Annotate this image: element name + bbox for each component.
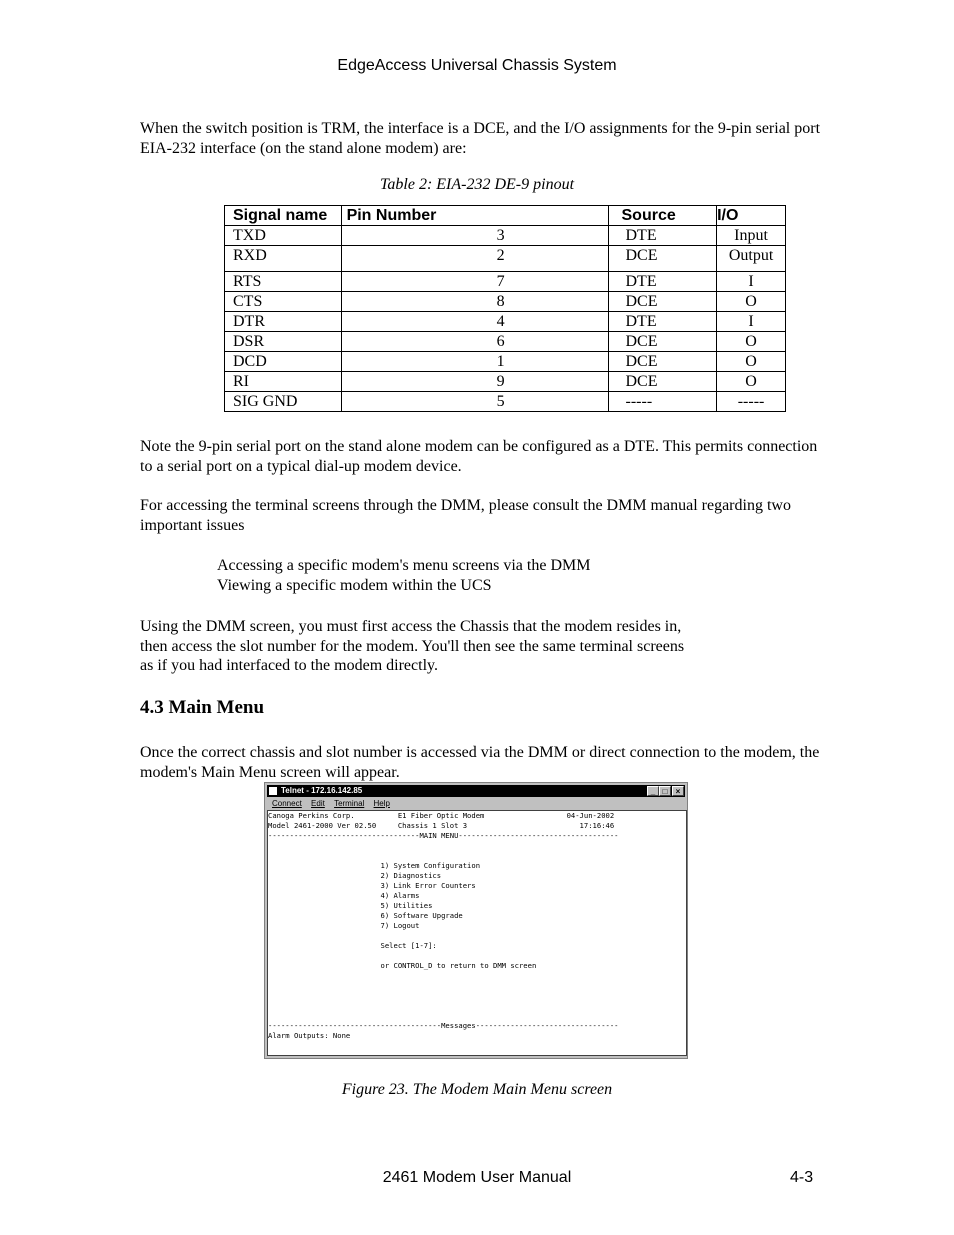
paragraph-line: as if you had interfaced to the modem directly. [140, 657, 438, 674]
table-row [225, 226, 786, 246]
cell-signal: DCD [225, 352, 342, 372]
terminal-line: Alarm Outputs: None [268, 1031, 351, 1040]
terminal-line: 4) Alarms [268, 891, 420, 900]
figure-caption: Figure 23. The Modem Main Menu screen [341, 1081, 613, 1098]
header-source: Source [608, 206, 717, 226]
terminal-line [268, 981, 686, 991]
terminal-line: ----------------------------------------Messages--------------------------------- [268, 1021, 619, 1030]
terminal-line: Select [1-7]: [268, 941, 437, 950]
terminal-line [268, 1001, 686, 1011]
menu-edit: Edit [311, 799, 325, 808]
terminal-line: -----------------------------------MAIN MENU------------------------------------- [268, 831, 619, 840]
terminal-line: 2) Diagnostics [268, 871, 442, 880]
main-menu-intro-paragraph: Once the correct chassis and slot number is accessed via the DMM or direct connection to the modem, the modem's Main Menu screen will appear. [140, 744, 820, 781]
list-item: Viewing a specific modem within the UCS [217, 576, 492, 594]
intro-paragraph: When the switch position is TRM, the interface is a DCE, and the I/O assignments for the 9-pin serial port EIA-232 interface (on the stand alone modem) are: [140, 120, 821, 157]
telnet-titlebar [267, 785, 685, 797]
terminal-line: 1) System Configuration [268, 861, 481, 870]
header-pin-number: Pin Number [341, 206, 608, 226]
cell-io: I [717, 312, 786, 332]
telnet-window-title: Telnet - 172.16.142.85 [281, 786, 363, 795]
table-header-row [225, 206, 786, 226]
cell-io: O [717, 292, 786, 312]
terminal-line: 5) Utilities [268, 901, 433, 910]
cell-signal: DTR [225, 312, 342, 332]
cell-source: DTE [608, 226, 717, 246]
cell-pin: 8 [341, 292, 608, 312]
table-row [225, 332, 786, 352]
cell-io: O [717, 352, 786, 372]
terminal-line: Model 2461-2000 Ver 02.50 Chassis 1 Slot 3 17:16:46 [268, 821, 615, 830]
header-io: I/O [717, 206, 786, 226]
terminal-line: 3) Link Error Counters [268, 881, 476, 890]
terminal-line [268, 971, 686, 981]
page-number: 4-3 [790, 1169, 814, 1186]
table-row [225, 246, 786, 272]
terminal-screen [267, 810, 687, 1056]
cell-pin: 6 [341, 332, 608, 352]
cell-signal: SIG GND [225, 392, 342, 412]
table-row [225, 312, 786, 332]
terminal-line [268, 841, 686, 851]
cell-signal: DSR [225, 332, 342, 352]
issues-list [217, 556, 817, 595]
header-signal-name: Signal name [225, 206, 342, 226]
pinout-table [224, 205, 786, 412]
cell-io: Output [717, 246, 786, 272]
dte-note-paragraph: Note the 9-pin serial port on the stand alone modem can be configured as a DTE. This permits connection to a serial port on a typical dial-up modem device. [140, 438, 818, 475]
menu-help: Help [373, 799, 390, 808]
cell-signal: CTS [225, 292, 342, 312]
cell-source: DTE [608, 312, 717, 332]
terminal-line [268, 931, 686, 941]
table-row [225, 352, 786, 372]
cell-io: Input [717, 226, 786, 246]
cell-pin: 5 [341, 392, 608, 412]
table-row [225, 272, 786, 292]
paragraph-line: then access the slot number for the modem. You'll then see the same terminal screens [140, 637, 685, 655]
cell-pin: 1 [341, 352, 608, 372]
cell-signal: RXD [225, 246, 342, 272]
terminal-line [268, 951, 686, 961]
section-heading: 4.3 Main Menu [140, 697, 265, 718]
telnet-app-icon [269, 787, 277, 795]
terminal-line [268, 1011, 686, 1021]
telnet-window-figure [264, 782, 688, 1059]
menu-connect: Connect [272, 799, 302, 808]
cell-source: DCE [608, 372, 717, 392]
cell-source: DCE [608, 246, 717, 272]
cell-source: DTE [608, 272, 717, 292]
paragraph-line: Using the DMM screen, you must first access the Chassis that the modem resides in, [140, 618, 682, 635]
cell-pin: 4 [341, 312, 608, 332]
cell-signal: RI [225, 372, 342, 392]
terminal-line [268, 851, 686, 861]
cell-source: ----- [608, 392, 717, 412]
close-icon: × [672, 786, 684, 796]
terminal-line: or CONTROL_D to return to DMM screen [268, 961, 537, 970]
table-row [225, 292, 786, 312]
menu-terminal: Terminal [334, 799, 365, 808]
running-footer: 2461 Modem User Manual [382, 1169, 572, 1186]
terminal-line: 6) Software Upgrade [268, 911, 463, 920]
table-row [225, 392, 786, 412]
cell-pin: 9 [341, 372, 608, 392]
telnet-menubar [267, 798, 685, 809]
cell-io: O [717, 332, 786, 352]
cell-io: O [717, 372, 786, 392]
terminal-line [268, 991, 686, 1001]
cell-pin: 3 [341, 226, 608, 246]
dmm-access-paragraph: For accessing the terminal screens through the DMM, please consult the DMM manual regarding two important issues [140, 497, 791, 534]
cell-signal: TXD [225, 226, 342, 246]
cell-pin: 2 [341, 246, 608, 272]
cell-pin: 7 [341, 272, 608, 292]
table-caption: Table 2: EIA-232 DE-9 pinout [379, 176, 575, 193]
cell-io: I [717, 272, 786, 292]
cell-signal: RTS [225, 272, 342, 292]
cell-source: DCE [608, 292, 717, 312]
cell-source: DCE [608, 332, 717, 352]
cell-source: DCE [608, 352, 717, 372]
terminal-line: Canoga Perkins Corp. E1 Fiber Optic Modem 04-Jun-2002 [268, 811, 615, 820]
maximize-icon: □ [659, 786, 671, 796]
list-item: Accessing a specific modem's menu screens via the DMM [217, 557, 591, 574]
table-row [225, 372, 786, 392]
terminal-line: 7) Logout [268, 921, 420, 930]
running-header: EdgeAccess Universal Chassis System [337, 57, 617, 74]
minimize-icon: _ [647, 786, 659, 796]
cell-io: ----- [717, 392, 786, 412]
dmm-usage-paragraph [140, 617, 820, 676]
